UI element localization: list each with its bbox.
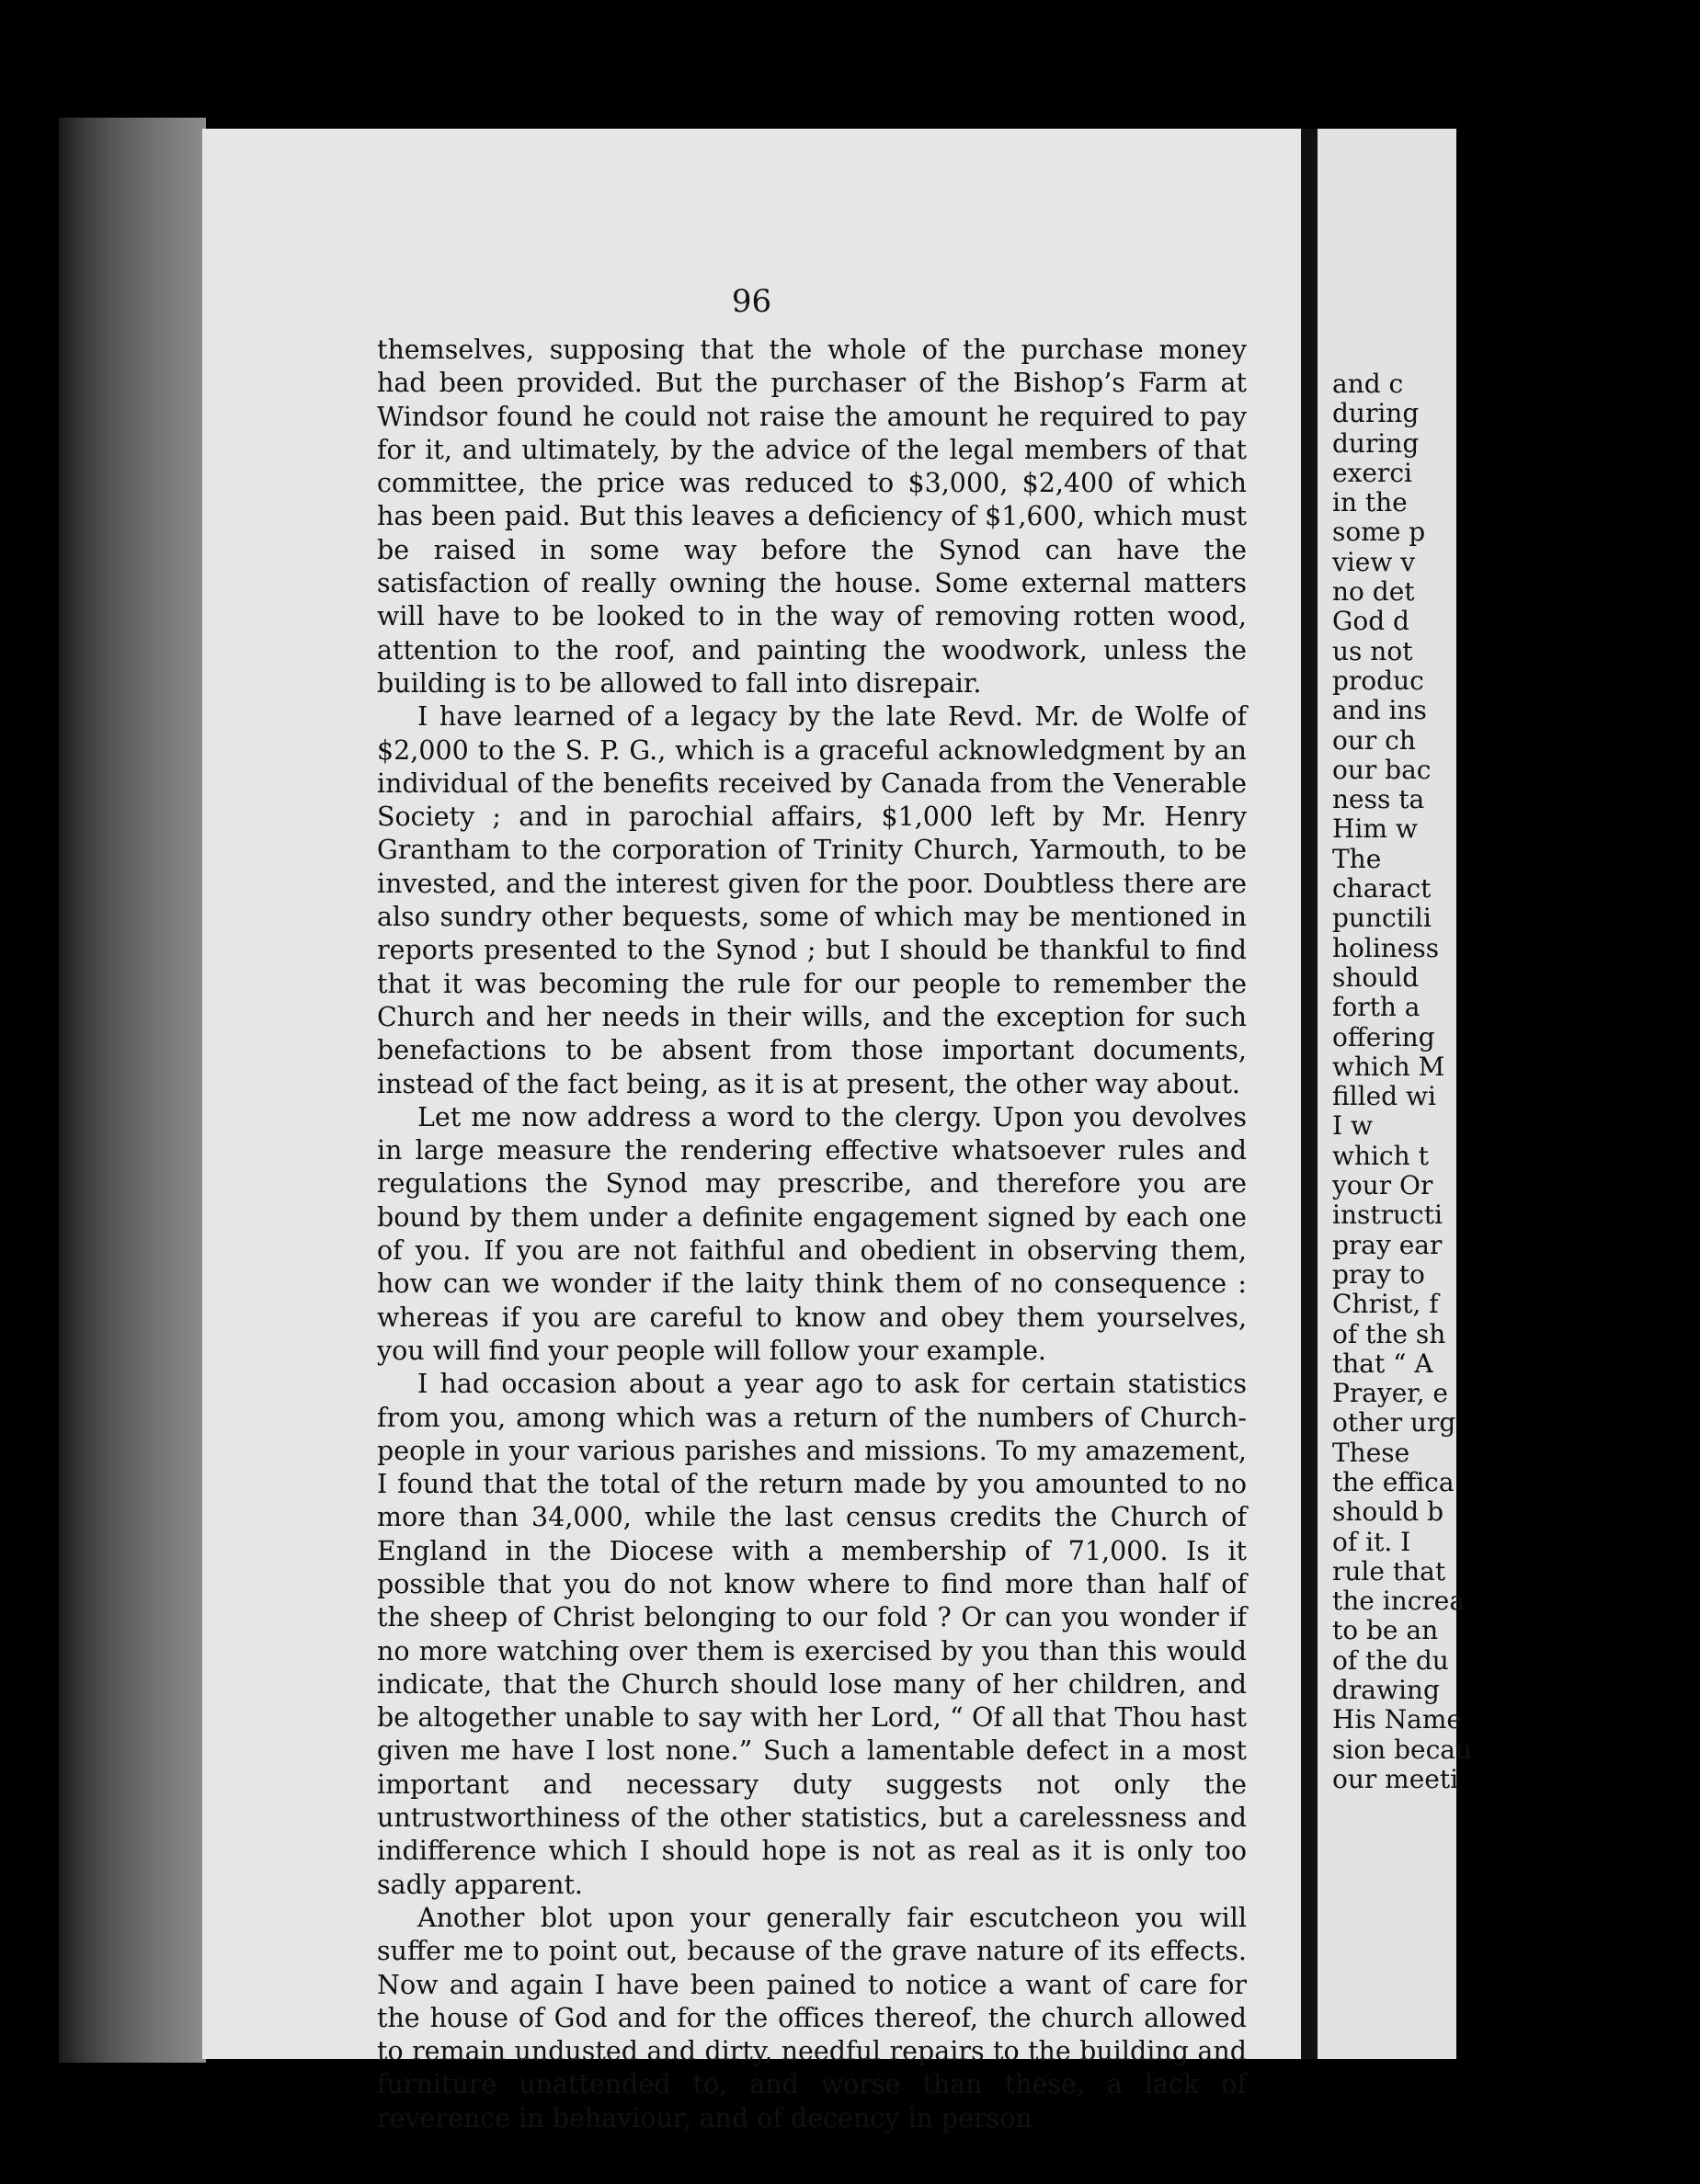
facing-page-line: in the (1332, 487, 1408, 518)
facing-page-line: ness ta (1332, 784, 1425, 815)
facing-page-line: during (1332, 398, 1420, 429)
facing-page-line: God d (1332, 606, 1409, 637)
book-page (202, 129, 1301, 2133)
facing-page-line: our meeti (1332, 1763, 1459, 1794)
facing-page-line: of the du (1332, 1644, 1449, 1676)
facing-page-line: no det (1332, 576, 1415, 608)
facing-page-line: the increa (1332, 1586, 1466, 1617)
facing-page-line: exerci (1332, 457, 1412, 488)
facing-page (1318, 129, 1473, 2059)
paragraph-3: Let me now address a word to the clergy. Upon you devolves in large measure the rendering effective whatsoever rules and regulations the Synod may prescribe, and therefore you are bound by them under a definite engagement signed by each one of you. If you are not faithful and obedient in observing them, how can we wonder if the laity think them of no consequence : whereas if you are careful to know and obey them yourselves, you will find your people will follow your example. (377, 1101, 1247, 1366)
facing-page-line: The (1332, 843, 1382, 874)
facing-page-line: Christ, f (1332, 1289, 1439, 1320)
page-gutter (1301, 129, 1318, 2059)
facing-page-line: other urg (1332, 1407, 1456, 1439)
facing-page-line: produc (1332, 665, 1424, 696)
facing-page-line: our bac (1332, 754, 1432, 785)
facing-page-line: forth a (1332, 992, 1420, 1023)
facing-page-line: that “ A (1332, 1348, 1433, 1379)
paragraph-2: I have learned of a legacy by the late Revd. Mr. de Wolfe of $2,000 to the S. P. G., which is a graceful acknowledgment by an individual of the benefits received by Canada from the Venerable Society ; and in parochial affairs, $1,000 left by Mr. Henry Grantham to the corporation of Trinity Church, Yarmouth, to be invested, and the interest given for the poor. Doubtless there are also sundry other bequests, some of which may be mentioned in reports presented to the Synod ; but I should be thankful to find that it was becoming the rule for our people to remember the Church and her needs in their wills, and the exception for such benefactions to be absent from those important documents, instead of the fact being, as it is at present, the other way about. (377, 701, 1247, 1099)
paragraph-1: themselves, supposing that the whole of the purchase money had been provided. But the purchaser of the Bishop’s Farm at Windsor found he could not raise the amount he required to pay for it, and ultimately, by the advice of the legal members of that committee, the price was reduced to $3,000, $2,400 of which has been paid. But this leaves a deficiency of $1,600, which must be raised in some way before the Synod can have the satisfaction of really owning the house. Some external matters will have to be looked to in the way of removing rotten wood, attention to the roof, and painting the woodwork, unless the building is to be allowed to fall into disrepair. (377, 335, 1247, 699)
facing-page-line: His Name (1332, 1704, 1462, 1735)
facing-page-line: drawing (1332, 1675, 1440, 1706)
facing-page-line: to be an (1332, 1615, 1439, 1646)
facing-page-line: pray ear (1332, 1229, 1443, 1260)
facing-page-line: and c (1332, 369, 1404, 399)
facing-page-line: These (1332, 1437, 1410, 1468)
facing-page-line: during (1332, 427, 1420, 459)
facing-page-line: instructi (1332, 1200, 1443, 1231)
facing-page-line: our ch (1332, 724, 1416, 756)
facing-page-line: which M (1332, 1051, 1445, 1082)
page-number: 96 (731, 283, 772, 320)
facing-page-line: us not (1332, 635, 1413, 666)
body-text (377, 334, 1247, 2135)
facing-page-line: pray to (1332, 1258, 1425, 1290)
facing-page-line: holiness (1332, 932, 1440, 963)
facing-page-line: charact (1332, 873, 1432, 904)
facing-page-line: Prayer, e (1332, 1378, 1448, 1409)
facing-page-line: Him w (1332, 813, 1418, 845)
facing-page-line: of it. I (1332, 1526, 1411, 1557)
facing-page-line: some p (1332, 517, 1426, 548)
facing-page-line: view v (1332, 546, 1416, 577)
facing-page-line: rule that (1332, 1555, 1446, 1587)
facing-page-line: should (1332, 961, 1420, 993)
paragraph-5: Another blot upon your generally fair escutcheon you will suffer me to point out, because of the grave nature of its effects. Now and again I have been pained to notice a want of care for the house of God and for the offices thereof, the church allowed to remain undusted and dirty, needful repairs to the building and furniture unattended to, and worse than these, a lack of reverence in behaviour, and of decency in person (377, 1902, 1247, 2133)
facing-page-line: filled wi (1332, 1081, 1436, 1112)
facing-page-line: your Or (1332, 1170, 1433, 1201)
book-binding-edge (59, 118, 206, 2063)
facing-page-line: sion becau (1332, 1734, 1473, 1765)
facing-page-line: I w (1332, 1110, 1373, 1142)
facing-page-line: the effica (1332, 1466, 1455, 1497)
facing-page-line: should b (1332, 1496, 1443, 1528)
facing-page-line: offering (1332, 1021, 1435, 1052)
facing-page-text (1332, 370, 1700, 1794)
facing-page-line: of the sh (1332, 1318, 1446, 1349)
paragraph-4: I had occasion about a year ago to ask for certain statistics from you, among which was a return of the numbers of Church-people in your various parishes and missions. To my amazement, I found that the total of the return made by you amounted to no more than 34,000, while the last census credits the Church of England in the Diocese with a membership of 71,000. Is it possible that you do not know where to find more than half of the sheep of Christ belonging to our fold ? Or can you wonder if no more watching over them is exercised by you than this would indicate, that the Church should lose many of her children, and be altogether unable to say with her Lord, “ Of all that Thou hast given me have I lost none.” Such a lamentable defect in a most important and necessary duty suggests not only the untrustworthiness of the other statistics, but a carelessness and indifference which I should hope is not as real as it is only too sadly apparent. (377, 1369, 1247, 1900)
facing-page-line: which t (1332, 1140, 1429, 1171)
facing-page-line: and ins (1332, 695, 1427, 726)
facing-page-line: punctili (1332, 903, 1432, 934)
